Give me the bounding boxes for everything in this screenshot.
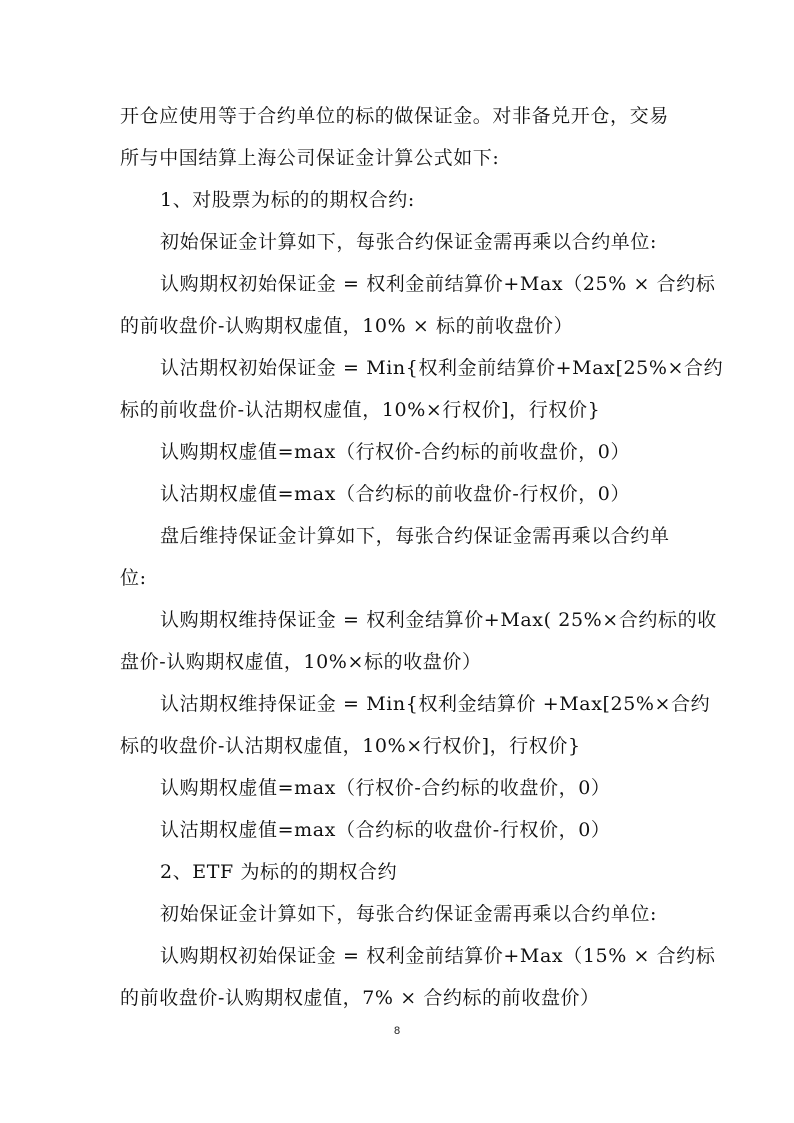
formula-line: 认沽期权维持保证金 = Min{权利金结算价 +Max[25%×合约	[160, 693, 711, 715]
paragraph-line: 初始保证金计算如下，每张合约保证金需再乘以合约单位:	[160, 903, 658, 925]
paragraph-line: 初始保证金计算如下，每张合约保证金需再乘以合约单位:	[160, 231, 658, 253]
formula-line: 认沽期权虚值=max（合约标的前收盘价-行权价，0）	[160, 483, 631, 505]
formula-line: 的前收盘价-认购期权虚值，10% × 标的前收盘价）	[120, 315, 574, 337]
formula-line: 认购期权初始保证金 = 权利金前结算价+Max（25% × 合约标	[160, 273, 716, 295]
section-heading-stock-options: 1、对股票为标的的期权合约:	[160, 189, 415, 211]
formula-line: 的前收盘价-认购期权虚值，7% × 合约标的前收盘价）	[120, 987, 600, 1009]
paragraph-line: 所与中国结算上海公司保证金计算公式如下:	[120, 147, 500, 169]
paragraph-line: 位:	[120, 567, 147, 589]
section-heading-etf-options: 2、ETF 为标的的期权合约	[160, 861, 398, 883]
formula-line: 认购期权初始保证金 = 权利金前结算价+Max（15% × 合约标	[160, 945, 716, 967]
paragraph-line: 开仓应使用等于合约单位的标的做保证金。对非备兑开仓，交易	[120, 105, 669, 127]
formula-line: 标的前收盘价-认沽期权虚值，10%×行权价]，行权价}	[120, 399, 601, 421]
formula-line: 认沽期权虚值=max（合约标的收盘价-行权价，0）	[160, 819, 611, 841]
formula-line: 认购期权维持保证金 = 权利金结算价+Max( 25%×合约标的收	[160, 609, 717, 631]
formula-line: 认沽期权初始保证金 = Min{权利金前结算价+Max[25%×合约	[160, 357, 724, 379]
formula-line: 标的收盘价-认沽期权虚值，10%×行权价]，行权价}	[120, 735, 581, 757]
page-number: 8	[393, 1025, 401, 1037]
paragraph-line: 盘后维持保证金计算如下，每张合约保证金需再乘以合约单	[160, 525, 670, 547]
formula-line: 认购期权虚值=max（行权价-合约标的收盘价，0）	[160, 777, 611, 799]
formula-line: 盘价-认购期权虚值，10%×标的收盘价）	[120, 651, 482, 673]
formula-line: 认购期权虚值=max（行权价-合约标的前收盘价，0）	[160, 441, 631, 463]
